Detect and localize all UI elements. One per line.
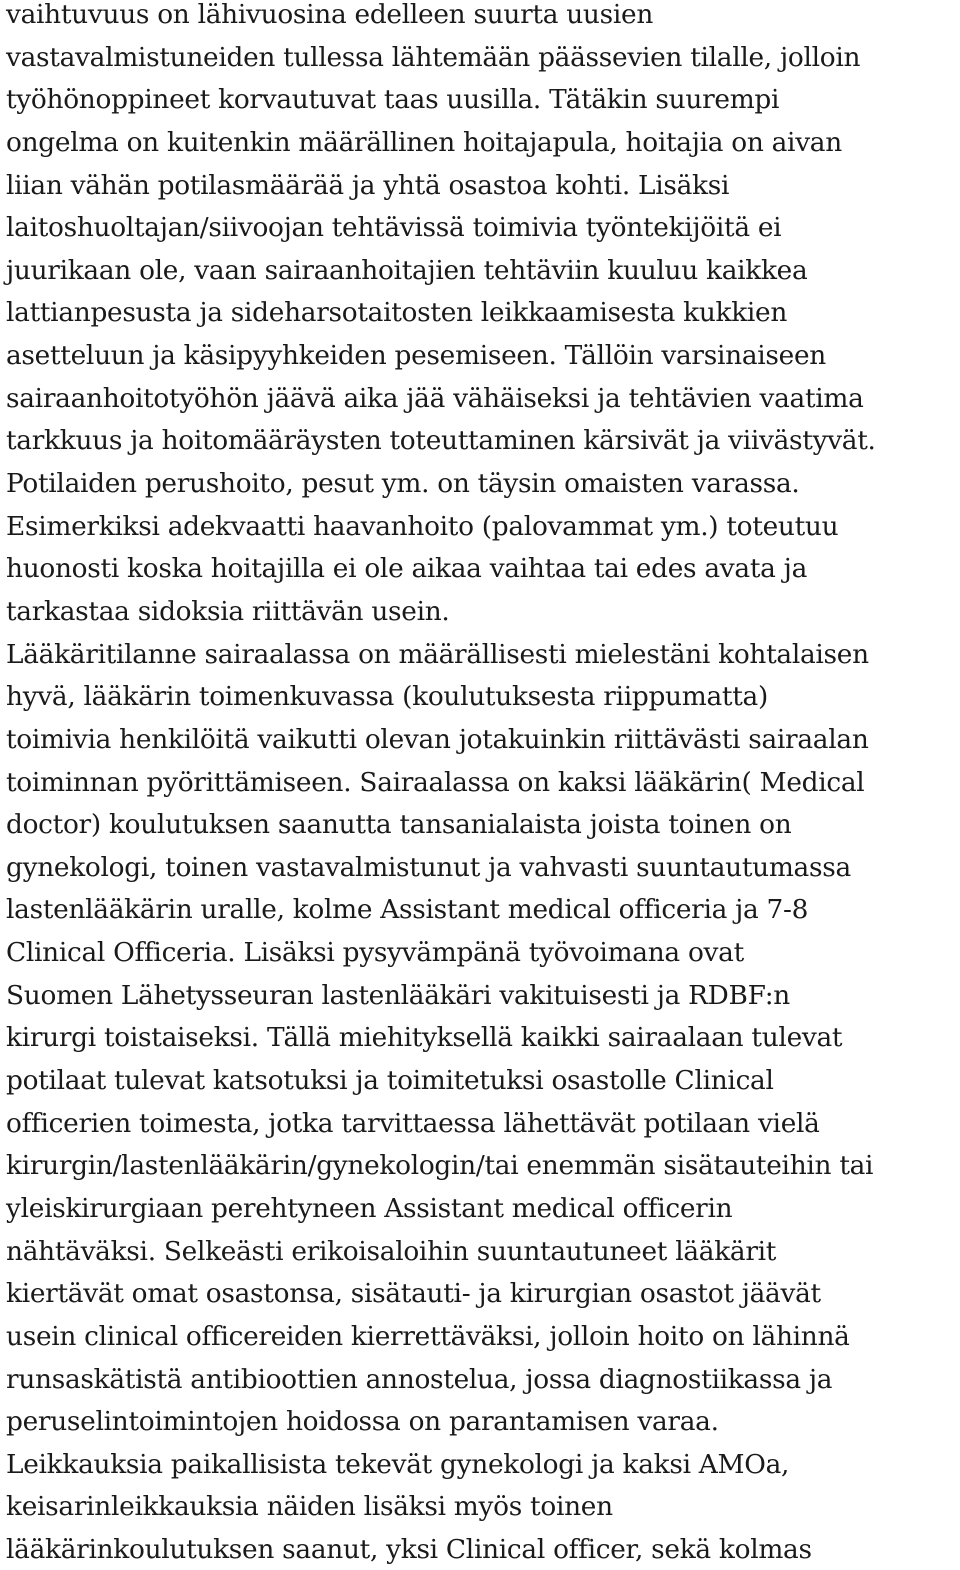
text-line: usein clinical officereiden kierrettäväksi, jolloin hoito on lähinnä — [6, 1320, 850, 1352]
text-line: hyvä, lääkärin toimenkuvassa (koulutuksesta riippumatta) — [6, 681, 768, 713]
text-line: Potilaiden perushoito, pesut ym. on täysin omaisten varassa. — [6, 468, 800, 500]
text-line: gynekologi, toinen vastavalmistunut ja vahvasti suuntautumassa — [6, 851, 851, 883]
text-line: peruselintoimintojen hoidossa on parantamisen varaa. — [6, 1406, 719, 1438]
text-line: toiminnan pyörittämiseen. Sairaalassa on kaksi lääkärin( Medical — [6, 766, 865, 798]
text-line: lääkärinkoulutuksen saanut, yksi Clinical officer, sekä kolmas — [6, 1534, 812, 1566]
text-line: runsaskätistä antibioottien annostelua, jossa diagnostiikassa ja — [6, 1363, 833, 1395]
text-line: Leikkauksia paikallisista tekevät gynekologi ja kaksi AMOa, — [6, 1448, 790, 1480]
text-line: työhönoppineet korvautuvat taas uusilla. Tätäkin suurempi — [6, 84, 780, 116]
text-line: doctor) koulutuksen saanutta tansanialaista joista toinen on — [6, 809, 792, 841]
text-line: Lääkäritilanne sairaalassa on määrällisesti mielestäni kohtalaisen — [6, 638, 869, 670]
text-line: potilaat tulevat katsotuksi ja toimitetuksi osastolle Clinical — [6, 1065, 774, 1097]
text-line: lattianpesusta ja sideharsotaitosten leikkaamisesta kukkien — [6, 297, 788, 329]
text-line: liian vähän potilasmäärää ja yhtä osastoa kohti. Lisäksi — [6, 169, 730, 201]
text-line: kirurgi toistaiseksi. Tällä miehityksellä kaikki sairaalaan tulevat — [6, 1022, 843, 1054]
text-line: huonosti koska hoitajilla ei ole aikaa vaihtaa tai edes avata ja — [6, 553, 808, 585]
text-line: vaihtuvuus on lähivuosina edelleen suurta uusien — [6, 0, 654, 30]
text-line: toimivia henkilöitä vaikutti olevan jotakuinkin riittävästi sairaalan — [6, 723, 869, 755]
text-line: vastavalmistuneiden tullessa lähtemään päässevien tilalle, jolloin — [6, 41, 861, 73]
text-line: Clinical Officeria. Lisäksi pysyvämpänä työvoimana ovat — [6, 937, 744, 969]
text-line: nähtäväksi. Selkeästi erikoisaloihin suuntautuneet lääkärit — [6, 1235, 777, 1267]
text-line: tarkkuus ja hoitomääräysten toteuttaminen kärsivät ja viivästyvät. — [6, 425, 876, 457]
text-line: tarkastaa sidoksia riittävän usein. — [6, 595, 450, 627]
text-line: officerien toimesta, jotka tarvittaessa lähettävät potilaan vielä — [6, 1107, 820, 1139]
text-line: Suomen Lähetysseuran lastenlääkäri vakituisesti ja RDBF:n — [6, 979, 790, 1011]
text-line: lastenlääkärin uralle, kolme Assistant medical officeria ja 7-8 — [6, 894, 809, 926]
text-line: yleiskirurgiaan perehtyneen Assistant medical officerin — [6, 1192, 733, 1224]
text-line: juurikaan ole, vaan sairaanhoitajien tehtäviin kuuluu kaikkea — [6, 254, 808, 286]
text-line: kirurgin/lastenlääkärin/gynekologin/tai enemmän sisätauteihin tai — [6, 1150, 874, 1182]
text-line: ongelma on kuitenkin määrällinen hoitajapula, hoitajia on aivan — [6, 126, 842, 158]
text-line: kiertävät omat osastonsa, sisätauti- ja kirurgian osastot jäävät — [6, 1278, 821, 1310]
text-line: keisarinleikkauksia näiden lisäksi myös toinen — [6, 1491, 613, 1523]
body-text — [6, 0, 960, 1570]
text-line: asetteluun ja käsipyyhkeiden pesemiseen. Tällöin varsinaiseen — [6, 340, 827, 372]
text-line: Esimerkiksi adekvaatti haavanhoito (palovammat ym.) toteutuu — [6, 510, 839, 542]
text-line: sairaanhoitotyöhön jäävä aika jää vähäiseksi ja tehtävien vaatima — [6, 382, 864, 414]
text-line: laitoshuoltajan/siivoojan tehtävissä toimivia työntekijöitä ei — [6, 212, 782, 244]
